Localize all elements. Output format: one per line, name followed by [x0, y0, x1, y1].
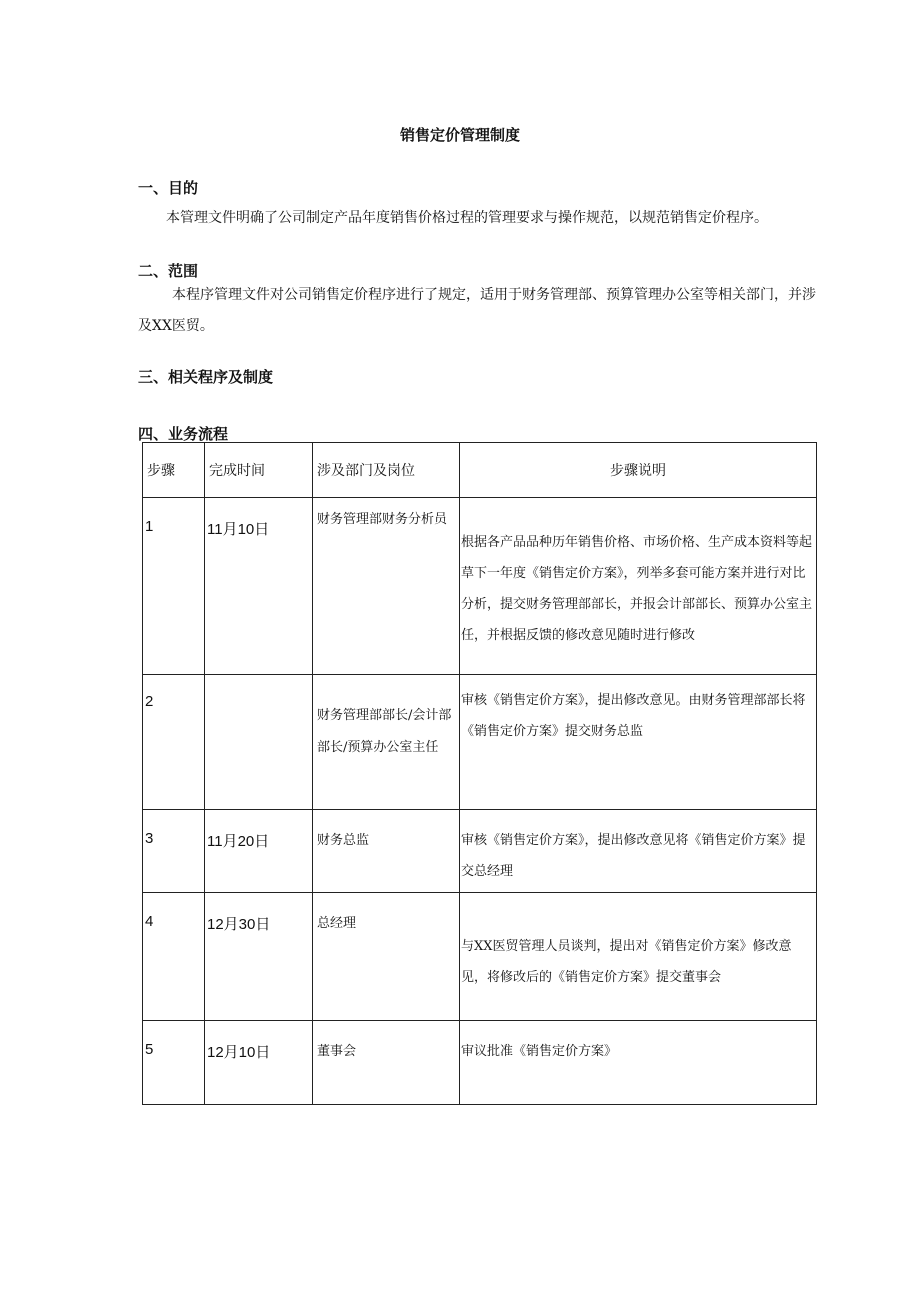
header-time: 完成时间	[205, 443, 313, 498]
section-4-heading: 四、业务流程	[138, 425, 229, 443]
section-3-heading: 三、相关程序及制度	[138, 368, 274, 386]
department: 董事会	[317, 1044, 357, 1059]
table-row	[143, 675, 817, 810]
table-row	[143, 810, 817, 893]
table-row	[143, 893, 817, 1021]
department: 财务总监	[317, 833, 370, 848]
table-header-row	[143, 443, 817, 498]
table-row	[143, 1021, 817, 1105]
section-1-heading: 一、目的	[138, 179, 199, 197]
step-description: 审议批准《销售定价方案》	[461, 1044, 618, 1059]
completion-time: 11月10日	[207, 521, 270, 538]
step-number: 5	[145, 1041, 154, 1058]
completion-time: 11月20日	[207, 833, 270, 850]
table-row	[143, 498, 817, 675]
step-description: 与XX医贸管理人员谈判，提出对《销售定价方案》修改意见，将修改后的《销售定价方案》提交董事会	[461, 939, 792, 985]
section-2-body: 本程序管理文件对公司销售定价程序进行了规定，适用于财务管理部、预算管理办公室等相关部门，并涉及XX医贸。	[138, 287, 816, 334]
completion-time: 12月10日	[207, 1044, 271, 1061]
section-2-heading: 二、范围	[138, 262, 199, 280]
department: 总经理	[317, 916, 357, 931]
header-desc: 步骤说明	[460, 443, 817, 498]
header-step: 步骤	[143, 443, 205, 498]
step-number: 4	[145, 913, 154, 930]
section-1-body: 本管理文件明确了公司制定产品年度销售价格过程的管理要求与操作规范，以规范销售定价程序。	[166, 210, 768, 226]
header-dept: 涉及部门及岗位	[313, 443, 460, 498]
step-description: 审核《销售定价方案》，提出修改意见。由财务管理部部长将《销售定价方案》提交财务总监	[461, 693, 806, 739]
department: 财务管理部财务分析员	[317, 512, 448, 527]
step-number: 2	[145, 693, 154, 710]
completion-time: 12月30日	[207, 916, 271, 933]
step-description: 审核《销售定价方案》，提出修改意见将《销售定价方案》提交总经理	[461, 833, 806, 879]
step-number: 1	[145, 518, 154, 535]
step-number: 3	[145, 830, 154, 847]
step-description: 根据各产品品种历年销售价格、市场价格、生产成本资料等起草下一年度《销售定价方案》，列举多套可能方案并进行对比分析，提交财务管理部部长，并报会计部部长、预算办公室主任，并根据反馈的修改意见随时进行修改	[461, 535, 813, 643]
page-title: 销售定价管理制度	[399, 126, 520, 144]
department: 财务管理部部长/会计部部长/预算办公室主任	[317, 708, 452, 755]
process-table	[142, 442, 817, 1105]
